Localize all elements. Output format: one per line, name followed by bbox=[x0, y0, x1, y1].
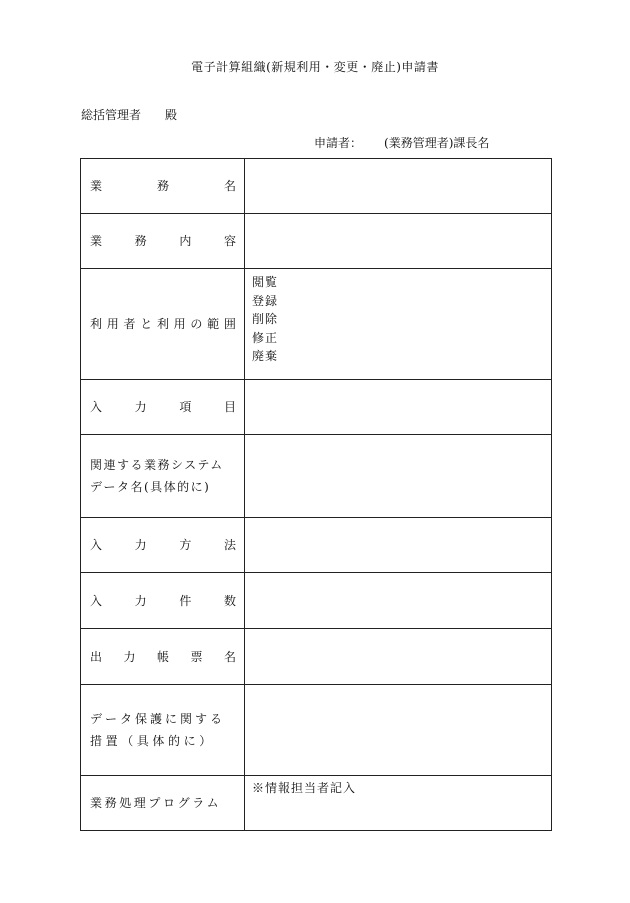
table-row-users-scope bbox=[81, 269, 552, 380]
label-char: 件 bbox=[179, 593, 192, 608]
applicant-label: 申請者： bbox=[314, 136, 363, 150]
field-input-items[interactable] bbox=[245, 380, 552, 435]
label-char: の bbox=[190, 317, 203, 331]
label-char: 務 bbox=[156, 179, 169, 193]
label-char: 業 bbox=[90, 234, 103, 248]
label-char: 力 bbox=[123, 649, 136, 664]
label-char: 力 bbox=[134, 400, 147, 414]
usage-option-view[interactable]: 閲覧 bbox=[252, 275, 279, 289]
addressee-line bbox=[81, 106, 177, 123]
label-char: と bbox=[140, 317, 153, 331]
label-char: 法 bbox=[223, 538, 236, 552]
label-data-protection bbox=[81, 685, 245, 776]
field-business-content[interactable] bbox=[245, 214, 552, 269]
label-char: 利 bbox=[156, 317, 169, 331]
usage-option-register[interactable]: 登録 bbox=[252, 293, 279, 308]
label-char: 目 bbox=[223, 400, 236, 414]
document-title: 電子計算組織(新規利用・変更・廃止)申請書 bbox=[191, 60, 439, 74]
label-char: 用 bbox=[106, 317, 119, 331]
applicant-line bbox=[314, 134, 489, 151]
table-row-business-content bbox=[81, 214, 552, 269]
field-input-count[interactable] bbox=[245, 573, 552, 629]
field-output-forms[interactable] bbox=[245, 629, 552, 685]
usage-option-modify[interactable]: 修正 bbox=[252, 330, 279, 345]
label-char: 入 bbox=[90, 538, 103, 552]
label-char: 容 bbox=[223, 234, 236, 248]
label-char: 内 bbox=[179, 234, 192, 248]
label-related-system bbox=[81, 435, 245, 518]
usage-option-dispose[interactable]: 廃棄 bbox=[252, 349, 279, 363]
table-row-business-name bbox=[81, 159, 552, 214]
label-input-count bbox=[81, 573, 245, 629]
label-line: 措置（具体的に） bbox=[90, 734, 215, 748]
label-char: 名 bbox=[223, 179, 236, 193]
label-char: 項 bbox=[179, 400, 192, 414]
label-char: 入 bbox=[90, 593, 103, 608]
applicant-value: (業務管理者)課長名 bbox=[384, 136, 490, 150]
label-business-content bbox=[81, 214, 245, 269]
table-row-input-items bbox=[81, 380, 552, 435]
honorific: 殿 bbox=[165, 108, 178, 122]
label-input-items bbox=[81, 380, 245, 435]
label-line: データ保護に関する bbox=[90, 712, 226, 726]
label-users-scope bbox=[81, 269, 245, 380]
field-users-scope[interactable] bbox=[245, 269, 552, 380]
label-char: 範 bbox=[207, 317, 220, 331]
label-char: 方 bbox=[179, 538, 192, 552]
label-char: 力 bbox=[134, 538, 147, 552]
label-char: 囲 bbox=[223, 317, 236, 331]
field-business-name[interactable] bbox=[245, 159, 552, 214]
label-line: 関連する業務システム bbox=[90, 458, 224, 472]
label-char: 者 bbox=[123, 317, 136, 331]
label-char: 帳 bbox=[156, 649, 169, 664]
label-char: 入 bbox=[90, 400, 103, 414]
field-processing-program[interactable] bbox=[245, 776, 552, 831]
addressee: 総括管理者 bbox=[81, 108, 142, 122]
label-char: 利 bbox=[90, 317, 103, 331]
label-business-name bbox=[81, 159, 245, 214]
table-row-related-system bbox=[81, 435, 552, 518]
label-char: 力 bbox=[134, 593, 147, 608]
table-row-processing-program bbox=[81, 776, 552, 831]
label-char: 業 bbox=[90, 179, 103, 193]
table-row-output-forms bbox=[81, 629, 552, 685]
label-processing-program: 業務処理プログラム bbox=[81, 776, 245, 831]
label-char: 票 bbox=[190, 649, 203, 664]
table-row-input-count bbox=[81, 573, 552, 629]
program-note: ※情報担当者記入 bbox=[252, 781, 357, 795]
label-line: データ名(具体的に) bbox=[90, 480, 211, 494]
field-input-method[interactable] bbox=[245, 518, 552, 573]
label-char: 数 bbox=[223, 593, 236, 608]
label-char: 出 bbox=[90, 649, 103, 664]
field-data-protection[interactable] bbox=[245, 685, 552, 776]
application-form-table bbox=[80, 158, 552, 831]
table-row-input-method bbox=[81, 518, 552, 573]
label-char: 務 bbox=[134, 234, 147, 248]
table-row-data-protection bbox=[81, 685, 552, 776]
usage-option-delete[interactable]: 削除 bbox=[252, 312, 279, 326]
field-related-system[interactable] bbox=[245, 435, 552, 518]
label-output-forms bbox=[81, 629, 245, 685]
usage-scope-list bbox=[252, 269, 551, 366]
label-input-method bbox=[81, 518, 245, 573]
label-char: 名 bbox=[223, 649, 236, 664]
label-char: 用 bbox=[173, 317, 186, 331]
